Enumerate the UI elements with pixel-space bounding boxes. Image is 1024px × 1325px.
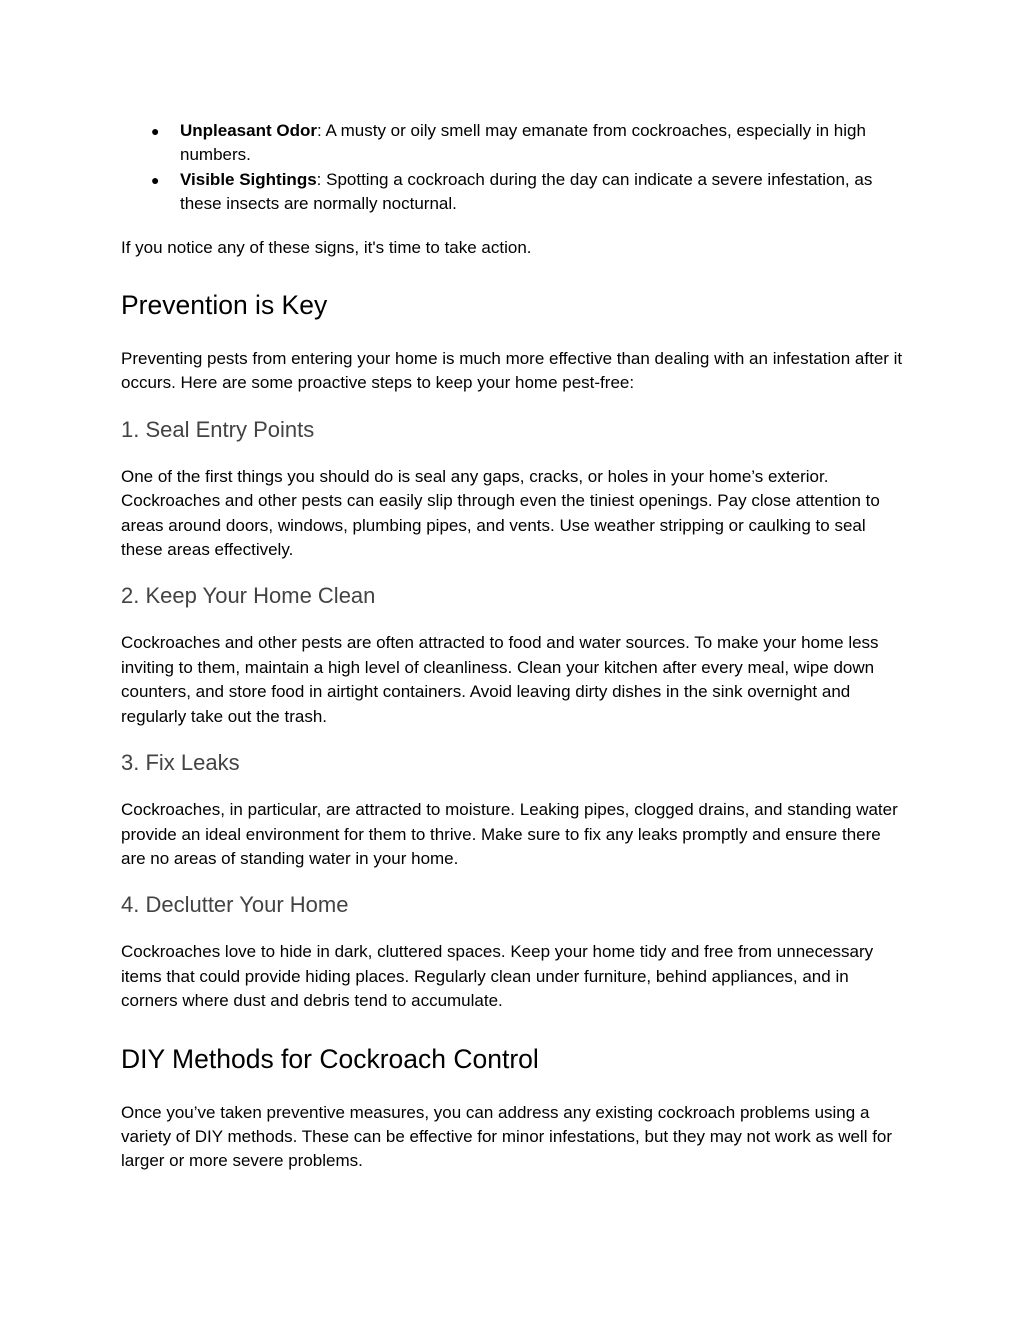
bullet-icon: ● (151, 123, 160, 139)
prevention-intro: Preventing pests from entering your home is much more effective than dealing with an infestation after it occurs. Here are some proactive steps to keep your home pest-free: (121, 349, 903, 393)
step-body-declutter: Cockroaches love to hide in dark, cluttered spaces. Keep your home tidy and free from unnecessary items that could provide hiding places. Regularly clean under furniture, behind appliances, and in corners where dust and debris tend to accumulate. (121, 942, 874, 1011)
bullet-term: Visible Sightings (180, 169, 317, 189)
step-heading-keep-home-clean: 2. Keep Your Home Clean (121, 583, 376, 609)
step-heading-seal-entry-points: 1. Seal Entry Points (121, 416, 315, 442)
step-heading-declutter: 4. Declutter Your Home (121, 892, 349, 918)
prevention-heading: Prevention is Key (121, 290, 328, 321)
step-heading-fix-leaks: 3. Fix Leaks (121, 750, 240, 776)
step-body-fix-leaks: Cockroaches, in particular, are attracted to moisture. Leaking pipes, clogged drains, and standing water provide an ideal environment for them to thrive. Make sure to fix any leaks promptly and ensure there are no areas of standing water in your home. (121, 800, 898, 868)
step-body-seal-entry-points: One of the first things you should do is seal any gaps, cracks, or holes in your home’s exterior. Cockroaches and other pests can easily slip through even the tiniest openings. Pay close attention to areas around doors, windows, plumbing pipes, and vents. Use weather stripping or caulking to seal these areas effectively. (121, 466, 880, 560)
diy-heading: DIY Methods for Cockroach Control (121, 1043, 539, 1074)
signs-bullet-list (121, 119, 906, 217)
document-body (121, 119, 906, 1174)
bullet-text: : A musty or oily smell may emanate from cockroaches, especially in high numbers. (180, 121, 866, 165)
bullet-icon: ● (151, 171, 160, 188)
take-action-paragraph: If you notice any of these signs, it's time to take action. (121, 237, 532, 257)
step-body-keep-home-clean: Cockroaches and other pests are often attracted to food and water sources. To make your home less inviting to them, maintain a high level of cleanliness. Clean your kitchen after every meal, wipe down counters, and store food in airtight containers. Avoid leaving dirty dishes in the sink overnight and regularly take out the trash. (121, 633, 879, 726)
bullet-text: : Spotting a cockroach during the day can indicate a severe infestation, as these insects are normally nocturnal. (180, 169, 873, 214)
list-item (121, 119, 906, 168)
list-item (121, 168, 906, 217)
diy-intro: Once you’ve taken preventive measures, you can address any existing cockroach problems using a variety of DIY methods. These can be effective for minor infestations, but they may not work as well for larger or more severe problems. (121, 1102, 893, 1171)
bullet-term: Unpleasant Odor (180, 121, 317, 140)
